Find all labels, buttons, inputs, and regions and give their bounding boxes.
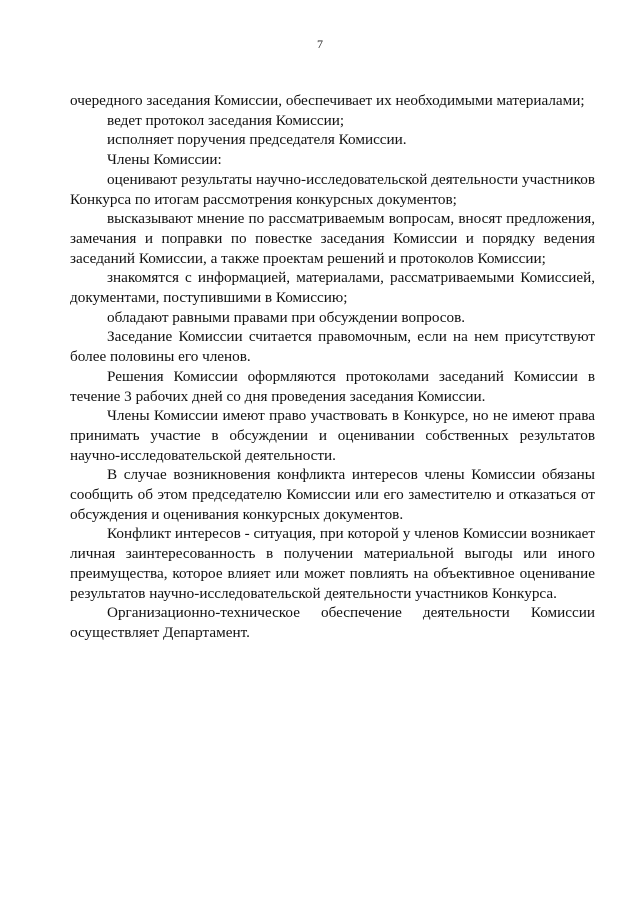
paragraph: оценивают результаты научно-исследовательской деятельности участников Конкурса по итогам рассмотрения конкурсных документов; (70, 170, 595, 208)
document-body (70, 91, 595, 643)
paragraph: Члены Комиссии имеют право участвовать в Конкурсе, но не имеют права принимать участие в обсуждении и оценивании собственных результатов научно-исследовательской деятельности. (70, 407, 595, 464)
paragraph: обладают равными правами при обсуждении вопросов. (107, 308, 466, 326)
paragraph: исполняет поручения председателя Комиссии. (107, 131, 407, 149)
paragraph: Заседание Комиссии считается правомочным, если на нем присутствуют более половины его членов. (70, 328, 595, 366)
paragraph: Решения Комиссии оформляются протоколами заседаний Комиссии в течение 3 рабочих дней со дня проведения заседания Комиссии. (70, 367, 595, 405)
paragraph: В случае возникновения конфликта интересов члены Комиссии обязаны сообщить об этом председателю Комиссии или его заместителю и отказаться от обсуждения и оценивания конкурсных документов. (70, 466, 595, 523)
paragraph: очередного заседания Комиссии, обеспечивает их необходимыми материалами; (70, 92, 585, 109)
page-number: 7 (317, 37, 323, 51)
paragraph: знакомятся с информацией, материалами, рассматриваемыми Комиссией, документами, поступившими в Комиссию; (70, 269, 595, 307)
paragraph: ведет протокол заседания Комиссии; (107, 111, 345, 129)
paragraph: Члены Комиссии: (107, 151, 222, 169)
paragraph: Конфликт интересов - ситуация, при которой у членов Комиссии возникает личная заинтересованность в получении материальной выгоды или иного преимущества, которое влияет или может повлиять на объективное оценивание результатов научно-исследовательской деятельности участников Конкурса. (70, 525, 595, 602)
paragraph: высказывают мнение по рассматриваемым вопросам, вносят предложения, замечания и поправки по повестке заседания Комиссии и порядку ведения заседаний Комиссии, а также проектам решений и протоколов Комиссии; (70, 210, 595, 267)
paragraph: Организационно-техническое обеспечение деятельности Комиссии осуществляет Департамент. (70, 604, 595, 641)
